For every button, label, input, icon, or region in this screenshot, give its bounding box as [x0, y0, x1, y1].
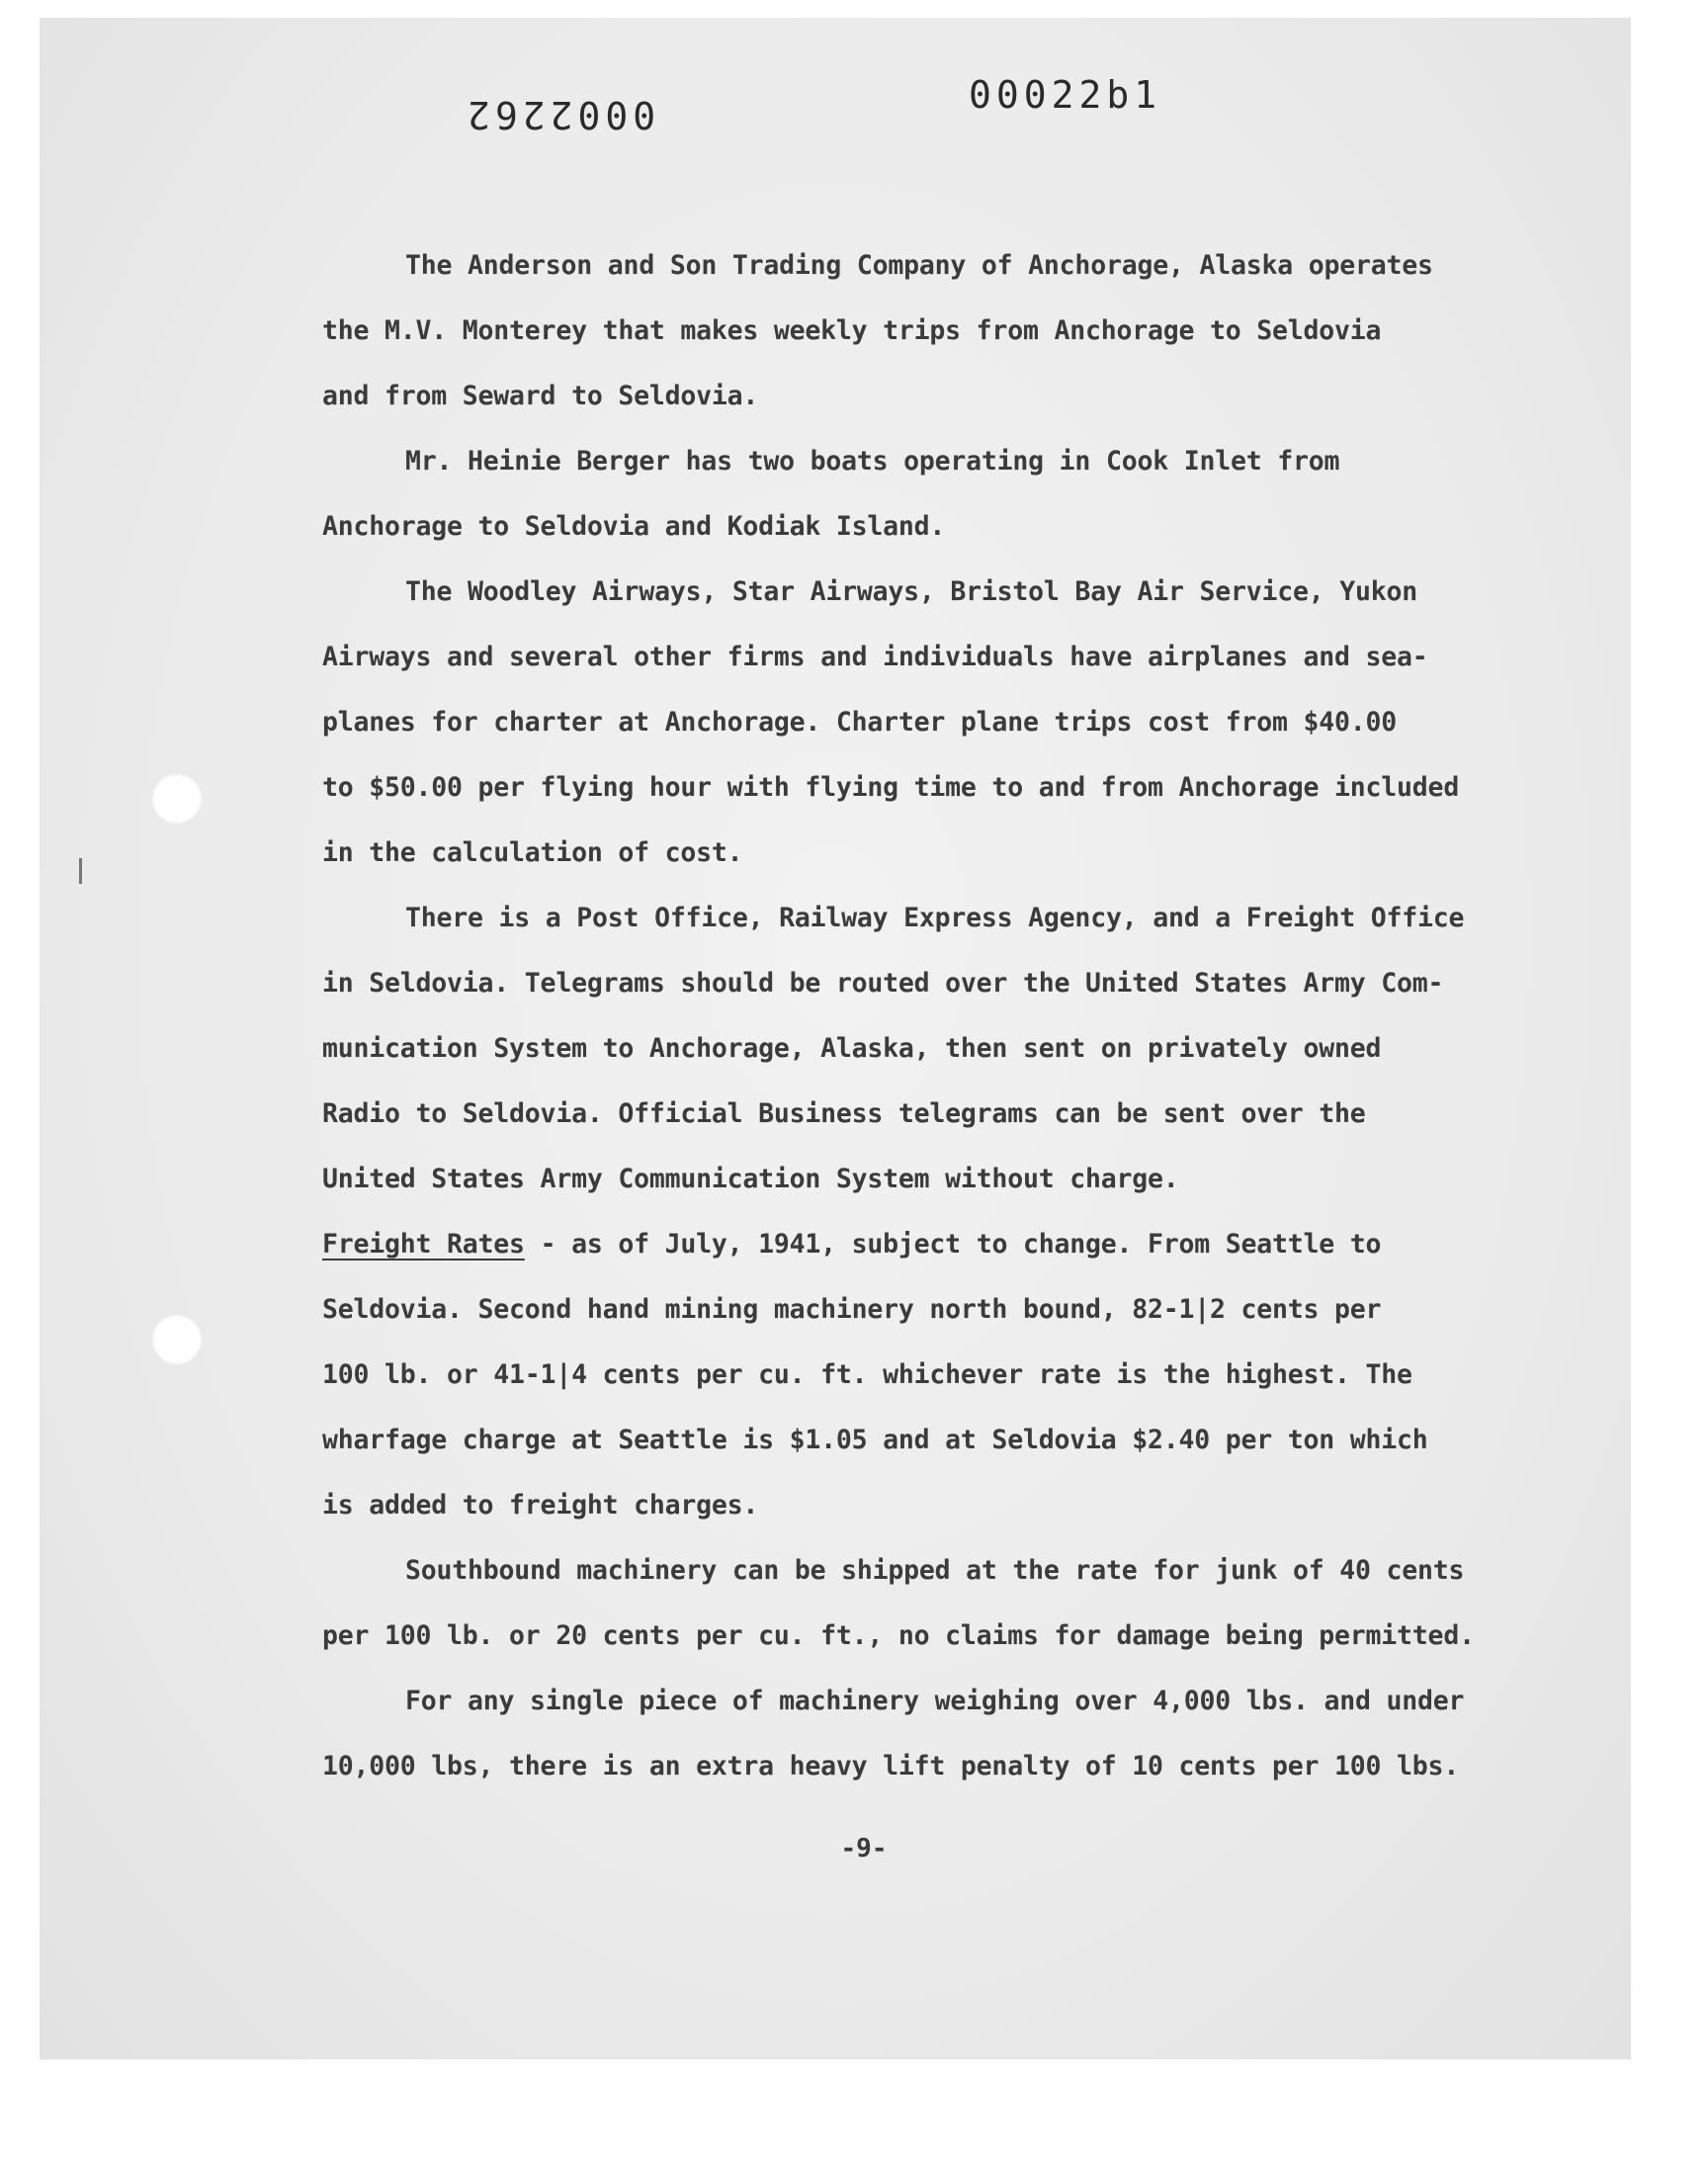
text-line: Southbound machinery can be shipped at the rate for junk of 40 cents	[405, 1555, 1465, 1586]
text-line: the M.V. Monterey that makes weekly trips from Anchorage to Seldovia	[322, 315, 1382, 346]
text-line	[322, 1212, 1548, 1277]
text-line: There is a Post Office, Railway Express Agency, and a Freight Office	[405, 903, 1465, 933]
text-line: wharfage charge at Seattle is $1.05 and at Seldovia $2.40 per ton which	[322, 1425, 1428, 1455]
punch-hole	[152, 774, 202, 824]
text-line: planes for charter at Anchorage. Charter plane trips cost from $40.00	[322, 707, 1398, 738]
freight-rates-heading: Freight Rates	[322, 1229, 525, 1260]
text-line: The Anderson and Son Trading Company of Anchorage, Alaska operates	[405, 250, 1433, 281]
margin-mark	[79, 858, 82, 884]
body-text	[322, 233, 1548, 1799]
text-line: in Seldovia. Telegrams should be routed over the United States Army Com-	[322, 968, 1444, 999]
text-line: is added to freight charges.	[322, 1490, 759, 1521]
text-line: and from Seward to Seldovia.	[322, 381, 759, 411]
text-line: to $50.00 per flying hour with flying time to and from Anchorage included	[322, 772, 1460, 803]
text-line: Anchorage to Seldovia and Kodiak Island.	[322, 511, 946, 542]
text-line: munication System to Anchorage, Alaska, then sent on privately owned	[322, 1033, 1382, 1064]
punch-hole	[152, 1315, 202, 1364]
text-line: Seldovia. Second hand mining machinery north bound, 82-1|2 cents per	[322, 1294, 1382, 1325]
text-line: in the calculation of cost.	[322, 837, 743, 868]
text-line: Mr. Heinie Berger has two boats operating in Cook Inlet from	[405, 446, 1340, 477]
text-line: Radio to Seldovia. Official Business telegrams can be sent over the	[322, 1098, 1366, 1129]
text-line: For any single piece of machinery weighing over 4,000 lbs. and under	[405, 1686, 1465, 1716]
document-number-stamp: 00022b1	[969, 73, 1162, 117]
mirrored-document-number-stamp: 0002262	[463, 93, 656, 136]
text-line: Airways and several other firms and individuals have airplanes and sea-	[322, 642, 1428, 672]
text-line: The Woodley Airways, Star Airways, Bristol Bay Air Service, Yukon	[405, 576, 1418, 607]
text-line: 100 lb. or 41-1|4 cents per cu. ft. whichever rate is the highest. The	[322, 1359, 1412, 1390]
text-line: 10,000 lbs, there is an extra heavy lift penalty of 10 cents per 100 lbs.	[322, 1751, 1460, 1782]
text-line-rest: - as of July, 1941, subject to change. From Seattle to	[524, 1229, 1382, 1260]
text-line: per 100 lb. or 20 cents per cu. ft., no claims for damage being permitted.	[322, 1620, 1475, 1651]
text-line: United States Army Communication System without charge.	[322, 1164, 1179, 1194]
page-number: -9-	[840, 1834, 888, 1864]
